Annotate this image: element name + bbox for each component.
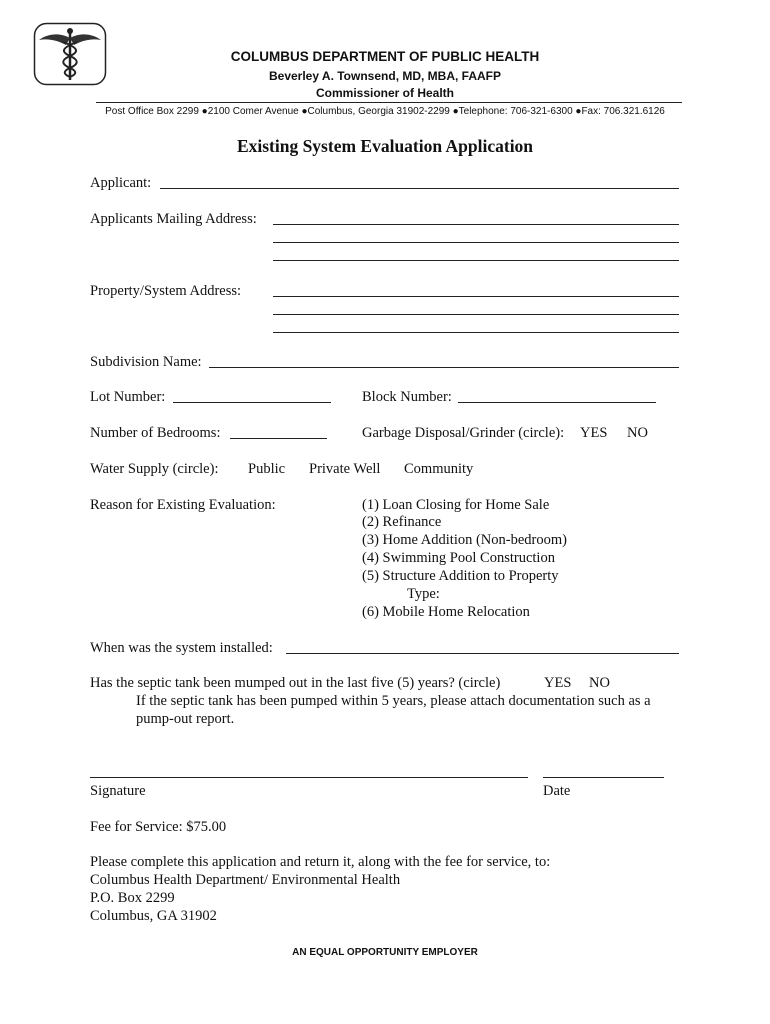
reason-option-3[interactable]: (3) Home Addition (Non-bedroom) <box>362 532 567 548</box>
septic-note-line-2: pump-out report. <box>136 711 235 727</box>
water-option-community[interactable]: Community <box>404 461 474 477</box>
form-title: Existing System Evaluation Application <box>236 136 534 156</box>
mailing-address-line-3[interactable] <box>273 260 679 261</box>
mailing-address-label: Applicants Mailing Address: <box>90 211 257 227</box>
septic-yes-option[interactable]: YES <box>544 675 572 691</box>
bedrooms-label: Number of Bedrooms: <box>90 425 221 441</box>
subdivision-label: Subdivision Name: <box>90 354 202 370</box>
reason-option-2[interactable]: (2) Refinance <box>362 514 442 530</box>
reason-label: Reason for Existing Evaluation: <box>90 497 276 513</box>
mailing-address-line-1[interactable] <box>273 224 679 225</box>
bedrooms-line[interactable] <box>230 438 327 439</box>
reason-option-1[interactable]: (1) Loan Closing for Home Sale <box>362 497 550 513</box>
garbage-yes-option[interactable]: YES <box>580 425 608 441</box>
commissioner-name: Beverley A. Townsend, MD, MBA, FAAFP <box>268 69 502 83</box>
property-address-line-3[interactable] <box>273 332 679 333</box>
septic-note-line-1: If the septic tank has been pumped within 5 years, please attach documentation such as a <box>136 693 651 709</box>
signature-label: Signature <box>90 783 146 799</box>
installed-label: When was the system installed: <box>90 640 273 656</box>
fee-for-service: Fee for Service: $75.00 <box>90 819 227 835</box>
return-address-name: Columbus Health Department/ Environmental Health <box>90 872 401 888</box>
contact-address-line: Post Office Box 2299 ●2100 Comer Avenue ●Columbus, Georgia 31902-2299 ●Telephone: 706-321-6300 ●Fax: 706.321.6126 <box>105 106 665 117</box>
return-address-box: P.O. Box 2299 <box>90 890 175 906</box>
reason-type-label: Type: <box>407 586 440 602</box>
applicant-label: Applicant: <box>90 175 152 191</box>
installed-line[interactable] <box>286 653 679 654</box>
reason-option-5[interactable]: (5) Structure Addition to Property <box>362 568 559 584</box>
reason-option-6[interactable]: (6) Mobile Home Relocation <box>362 604 530 620</box>
septic-question: Has the septic tank been mumped out in the last five (5) years? (circle) <box>90 675 501 691</box>
water-option-public[interactable]: Public <box>248 461 286 477</box>
commissioner-role: Commissioner of Health <box>315 86 455 100</box>
department-name: COLUMBUS DEPARTMENT OF PUBLIC HEALTH <box>230 49 540 64</box>
property-address-label: Property/System Address: <box>90 283 242 299</box>
lot-number-label: Lot Number: <box>90 389 166 405</box>
water-option-private-well[interactable]: Private Well <box>309 461 381 477</box>
equal-opportunity-footer: AN EQUAL OPPORTUNITY EMPLOYER <box>292 947 478 958</box>
signature-line[interactable] <box>90 777 528 778</box>
applicant-line[interactable] <box>160 188 679 189</box>
mailing-address-line-2[interactable] <box>273 242 679 243</box>
reason-option-4[interactable]: (4) Swimming Pool Construction <box>362 550 555 566</box>
property-address-line-2[interactable] <box>273 314 679 315</box>
lot-number-line[interactable] <box>173 402 331 403</box>
subdivision-line[interactable] <box>209 367 679 368</box>
block-number-line[interactable] <box>458 402 656 403</box>
septic-no-option[interactable]: NO <box>589 675 610 691</box>
water-supply-label: Water Supply (circle): <box>90 461 219 477</box>
garbage-no-option[interactable]: NO <box>627 425 648 441</box>
return-address-city: Columbus, GA 31902 <box>90 908 217 924</box>
block-number-label: Block Number: <box>362 389 452 405</box>
property-address-line-1[interactable] <box>273 296 679 297</box>
return-instructions: Please complete this application and return it, along with the fee for service, to: <box>90 854 551 870</box>
date-label: Date <box>543 783 571 799</box>
date-line[interactable] <box>543 777 664 778</box>
garbage-disposal-label: Garbage Disposal/Grinder (circle): <box>362 425 565 441</box>
header-divider <box>96 102 682 103</box>
